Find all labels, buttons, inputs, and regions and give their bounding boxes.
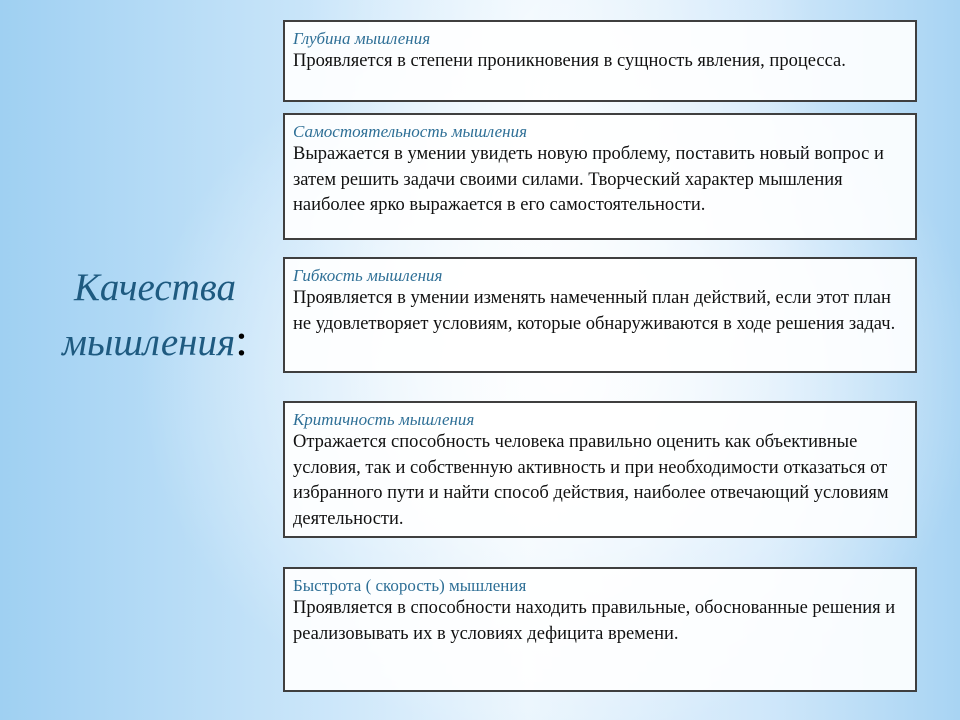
- quality-description: Проявляется в способности находить правильные, обоснованные решения и реализовывать их в условиях дефицита времени.: [293, 598, 896, 644]
- quality-description: Проявляется в степени проникновения в сущность явления, процесса.: [293, 51, 846, 71]
- quality-heading: Критичность мышления: [293, 410, 475, 429]
- quality-description: Отражается способность человека правильно оценить как объективные условия, так и собственную активность и при необходимости отказаться от избранного пути и найти способ действия, наиболее отвечающий условиям деятельности.: [293, 432, 889, 529]
- quality-heading: Самостоятельность мышления: [293, 122, 528, 141]
- quality-box-flexibility: [283, 257, 917, 373]
- quality-box-depth: [283, 20, 917, 102]
- slide-title: [40, 262, 270, 369]
- title-line-1: Качества: [74, 266, 236, 309]
- quality-description: Выражается в умении увидеть новую проблему, поставить новый вопрос и затем решить задачи своими силами. Творческий характер мышления наиболее ярко выражается в его самостоятельности.: [293, 144, 884, 215]
- quality-heading: Гибкость мышления: [293, 266, 443, 285]
- quality-description: Проявляется в умении изменять намеченный план действий, если этот план не удовлетворяет условиям, которые обнаруживаются в ходе решения задач.: [293, 288, 896, 334]
- quality-heading: Глубина мышления: [293, 29, 431, 48]
- title-colon: :: [235, 314, 248, 365]
- title-line-2: мышления: [62, 321, 236, 364]
- quality-heading: Быстрота ( скорость) мышления: [293, 576, 527, 595]
- quality-box-independence: [283, 113, 917, 240]
- quality-box-criticality: [283, 401, 917, 538]
- quality-box-speed: [283, 567, 917, 692]
